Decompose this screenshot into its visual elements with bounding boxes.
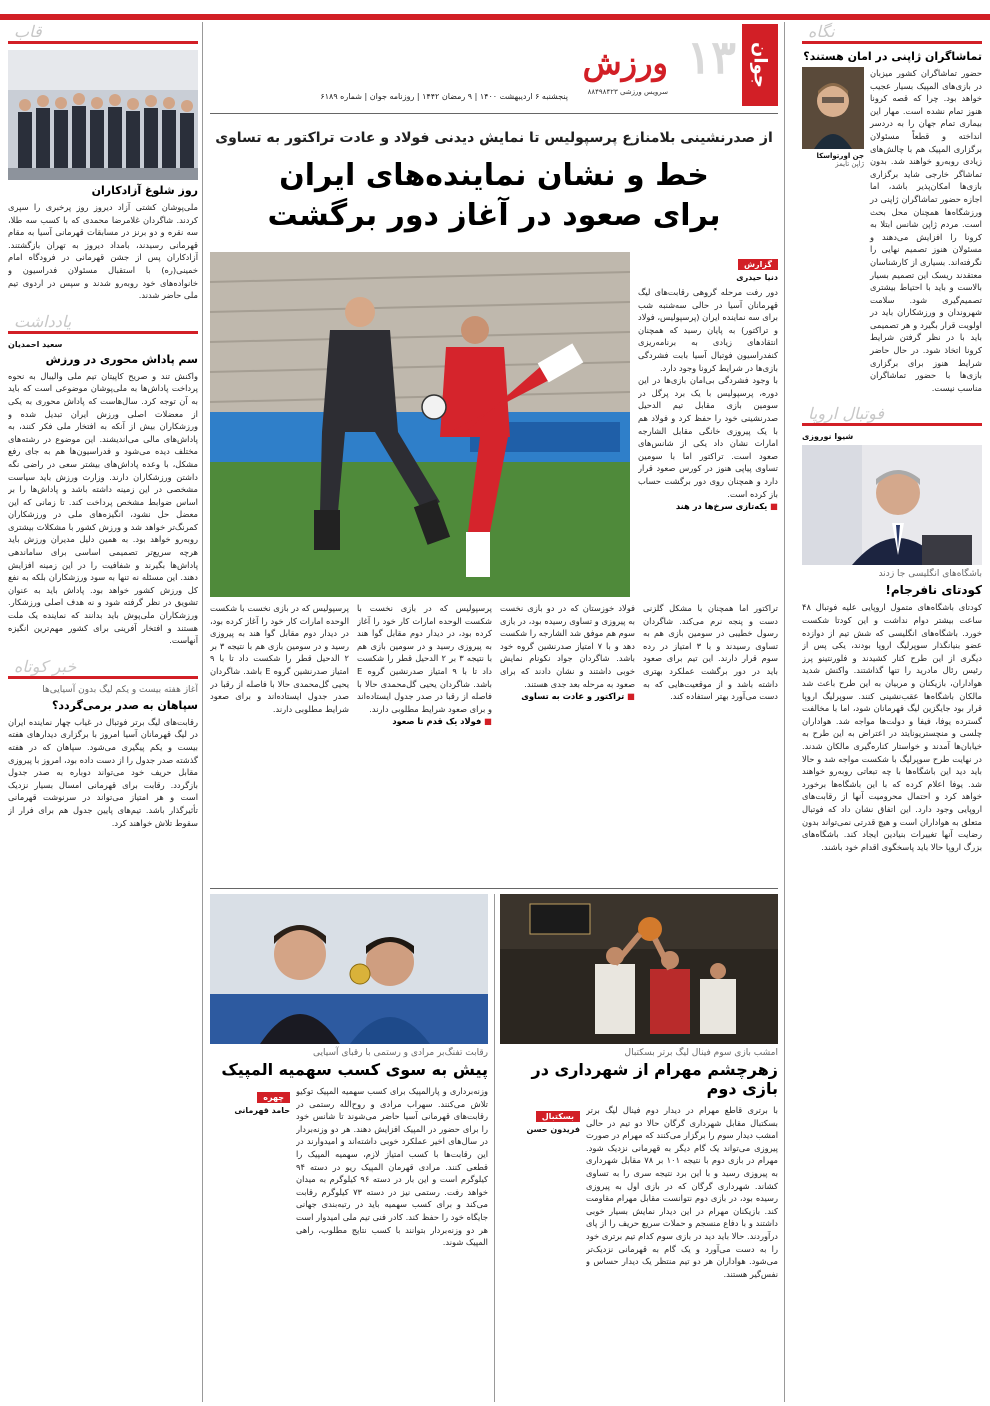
column-divider — [784, 22, 785, 1402]
story-text: با برتری قاطع مهرام در دیدار دوم فینال لیگ برتر بسکتبال مقابل شهرداری گرگان حالا دو تیم در حالی امشب دیدار سوم را برگزار می‌کنند که مهرام در صورت پیروزی می‌تواند یک گام دیگر به قهرمانی نزدیک شود. مهرام در بازی دوم با نتیجه ۱۰۱ بر ۷۸ مقابل شهرداری به پیروزی رسید و با این برد نتیجه سری را به تساوی کشاند. شهرداری گرگان که در بازی اول به پیروزی رسیده بود، در بازی دوم نتوانست مقابل مهرام مقاومت کند. بازیکنان مهرام در این دیدار نمایش بسیار خوبی داشتند و با دفاع منسجم و حملات سریع حریف را از پای درآوردند. حالا باید دید در بازی سوم کدام تیم برتری خود را به دست می‌آورد و یک گام به قهرمانی نزدیک‌تر می‌شود. هواداران هر دو تیم منتظر یک دیدار حساس و نفس‌گیر هستند. — [586, 1105, 778, 1279]
page-number: ۱۳ — [686, 30, 736, 84]
dateline: پنجشنبه ۶ اردیبهشت ۱۴۰۰ | ۹ رمضان ۱۴۴۲ | روزنامه جوان | شماره ۶۱۸۹ — [320, 92, 568, 101]
short-title: سپاهان به صدر برمی‌گردد؟ — [51, 698, 198, 712]
story-kicker: امشب بازی سوم فینال لیگ برتر بسکتبال — [624, 1048, 778, 1058]
main-story-col: پرسپولیس که در بازی نخست با شکست الوحده امارات کار خود را آغاز کرده بود، در دیدار دوم مقابل گوا هند به پیروزی رسید و در سومین بازی هم با نتیجه ۳ بر ۲ الدحیل قطر را شکست داد تا با ۹ امتیاز صدرنشین گروه E باشد. شاگردان یحیی گل‌محمدی حالا با فاصله از رقبا در صدر جدول ایستاده‌اند و برای صعود شرایط مطلوبی دارند. — [210, 603, 349, 714]
subhead: ■ یکه‌تازی سرخ‌ها در هند — [675, 501, 778, 512]
section-tag-ghab: قاب — [8, 22, 198, 44]
story-title: زهرچشم مهرام از شهرداری در بازی دوم — [531, 1060, 778, 1098]
note-title: سم پاداش محوری در ورزش — [45, 352, 198, 366]
main-story-text: دور رفت مرحله گروهی رقابت‌های لیگ قهرمانان آسیا در حالی سه‌شنبه شب برای سه نماینده ایران (پرسپولیس، فولاد و تراکتور) به پایان رسید که همچنان انتقادهای زیادی به برنامه‌ریزی کنفدراسیون فوتبال آسیا بابت فشردگی بازی‌ها در شرایط کرونا وجود دارد. — [638, 287, 778, 373]
byline: حامد قهرمانی — [234, 1106, 290, 1115]
medal-photo — [210, 894, 488, 1044]
perez-photo — [802, 445, 982, 565]
story-text: کودتای باشگاه‌های متمول اروپایی علیه فوتبال ۴۸ ساعت بیشتر دوام نداشت و این کودتا شکست خورد. باشگاه‌های انگلیسی که شش تیم از دوازده عضو بنیانگذار سوپرلیگ اروپا بودند، یکی پس از دیگری از این طرح کنار کشیدند و فلورنتینو پرز رئیس رئال مادرید را تنها گذاشتند. واکنش شدید هواداران، بازیکنان و مربیان به این طرح باعث شد مالکان باشگاه‌ها عقب‌نشینی کنند. سوپرلیگ اروپا قرار بود جایگزین لیگ قهرمانان شود، اما با مخالفت گسترده یوفا، فیفا و دولت‌ها مواجه شد. هواداران چلسی و منچستریونایتد در اعتراض به این طرح به خیابان‌ها آمدند و خواستار کناره‌گیری مالکان شدند. در نهایت طرح سوپرلیگ با شکست مواجه شد و حالا باید دید این باشگاه‌ها با چه تبعاتی روبه‌رو خواهند شد. یوفا اعلام کرده که با این باشگاه‌ها برخورد خواهد کرد و احتمال محرومیت آنها از رقابت‌های اروپایی وجود دارد. این اتفاق نشان داد که فوتبال متعلق به هواداران است و هیچ قدرتی نمی‌تواند بدون رضایت آنها تغییرات بنیادین ایجاد کند. باشگاه‌های بزرگ اروپا حالا باید پاسخگوی اقدام خود باشند. — [802, 602, 982, 852]
main-story-col: تراکتور اما همچنان با مشکل گلزنی دست و پنجه نرم می‌کند. شاگردان رسول خطیبی در سومین بازی هم به تساوی رسیدند و با ۳ امتیاز در رده سوم قرار دارند. این تیم برای صعود باید در دور برگشت عملکرد بهتری داشته باشد و از موقعیت‌هایی که به دست می‌آورد بهتر استفاده کند. — [643, 603, 778, 702]
story-title: پیش به سوی کسب سهمیه المپیک — [221, 1060, 488, 1079]
byline: سعید احمدیان — [8, 339, 63, 349]
story-kicker: باشگاه‌های انگلیسی جا زدند — [878, 569, 982, 580]
main-story-columns — [210, 602, 778, 887]
story-badge: بسکتبال — [536, 1111, 580, 1122]
main-photo — [210, 252, 630, 597]
column-divider — [494, 894, 495, 1402]
subhead: ■ تراکتور و عادت به تساوی — [521, 691, 635, 702]
newspaper-logo: جوان — [742, 24, 778, 106]
service-label: سرویس ورزشی ۸۸۴۹۸۴۲۳ — [587, 88, 668, 96]
main-kicker: از صدرنشینی بلامنازع پرسپولیس تا نمایش دیدنی فولاد و عادت تراکتور به تساوی — [215, 130, 773, 146]
story-kicker: رقابت تفنگ‌بر مرادی و رستمی با رقبای آسیایی — [313, 1048, 488, 1058]
right-column — [802, 22, 982, 1402]
author-name: جن اورتواسکا — [816, 152, 864, 160]
section-tag-short-news: خبر کوتاه — [8, 657, 198, 679]
main-story-col: فولاد خوزستان که در دو بازی نخست به پیروزی و تساوی رسیده بود، در بازی سوم هم موفق شد الشارجه را شکست دهد و با ۷ امتیاز صدرنشین گروه خود باشد. شاگردان جواد نکونام نمایش خوبی داشتند و نشان دادند که برای صعود به مرحله بعد جدی هستند. ■ تراکتور و عادت به تساوی — [500, 603, 635, 702]
story-text: حضور تماشاگران کشور میزبان در بازی‌های المپیک بسیار عجیب خواهد بود. چرا که قصه کرونا هنوز تمام نشده است. مهار این بیماری تمام جهان را به دردسر انداخته و قطعاً مسئولان برگزاری المپیک هم با چالش‌های زیادی روبه‌رو خواهند شد. بدون تماشاگر خارجی شاید برگزاری بازی‌ها امکان‌پذیر باشد، اما اجازه حضور تماشاگران ژاپنی در ورزشگاه‌ها همچنان محل بحث است. مردم ژاپن شانس ابتلا به کرونا را افزایش می‌دهند و مسئولان هنوز تصمیم نهایی را نگرفته‌اند. بسیاری از کارشناسان معتقدند ریسک این تصمیم بسیار بالاست و باید با احتیاط بیشتری تصمیم‌گیری شود. سلامت شهروندان و ورزشکاران باید در اولویت قرار بگیرد و هر تصمیمی باید با در نظر گرفتن شرایط کرونا اتخاذ شود. در حال حاضر شرایط هنوز برای برگزاری بازی‌ها با حضور تماشاگران مناسب نیست. — [870, 68, 982, 393]
subhead: ■ فولاد یک قدم تا صعود — [392, 716, 492, 727]
masthead — [210, 22, 778, 114]
section-tag-negah: نگاه — [802, 22, 982, 44]
short-text: رقابت‌های لیگ برتر فوتبال در غیاب چهار نماینده ایران در لیگ قهرمانان آسیا امروز با برگزاری دیدارهای هفته بیست و یکم پیگیری می‌شود. سپاهان که در هفته گذشته صدر جدول را از دست داده بود، امروز با پیروزی مقابل حریف خود می‌تواند دوباره به صدر جدول بازگردد. رقابت برای قهرمانی امسال بسیار نزدیک است و هر امتیاز می‌تواند در سرنوشت قهرمانی تأثیرگذار باشد. تیم‌های پایین جدول هم برای فرار از سقوط تلاش خواهند کرد. — [8, 716, 198, 828]
author-photo — [802, 67, 864, 149]
center-column — [210, 22, 778, 1402]
section-tag-football-europe: فوتبال اروپا — [802, 404, 982, 426]
main-story-lead — [638, 252, 778, 597]
photo-caption-title: روز شلوغ آزادکاران — [91, 184, 198, 197]
author-source: ژاپن تایمز — [835, 160, 864, 168]
byline: دنیا حیدری — [736, 273, 778, 282]
column-divider — [202, 22, 203, 1402]
report-badge: گزارش — [738, 259, 778, 270]
main-story-col: پرسپولیس که در بازی نخست با شکست الوحده امارات کار خود را آغاز کرده بود، در دیدار دوم مقابل گوا هند به پیروزی رسید و در سومین بازی هم با نتیجه ۳ بر ۲ الدحیل قطر را شکست داد تا با ۹ امتیاز صدرنشین گروه E باشد. شاگردان یحیی گل‌محمدی حالا با فاصله از رقبا در صدر جدول ایستاده‌اند و برای صعود شرایط مطلوبی دارند. ■ فولاد یک قدم تا صعود — [357, 603, 492, 727]
byline: شیوا نوروزی — [802, 432, 854, 442]
section-tag-note: یادداشت — [8, 312, 198, 334]
short-kicker: آغاز هفته بیست و یکم لیگ بدون آسیایی‌ها — [42, 684, 198, 695]
photo-caption-text: ملی‌پوشان کشتی آزاد دیروز روز پرخبری را سپری کردند. شاگردان غلامرضا محمدی که با کسب سه طلا، سه نقره و دو برنز در مسابقات قهرمانی آسیا به مقام قهرمانی رسیدند، بامداد دیروز به تهران بازگشتند. آزادکاران پس از جشن قهرمانی در فرودگاه امام خمینی(ره) با استقبال مسئولان فدراسیون و خانواده‌های خود روبه‌رو شدند و سپس در اردوی تیم ملی حاضر شدند. — [8, 202, 198, 301]
top-red-bar — [0, 14, 990, 20]
story-text: وزنه‌برداری و پارالمپیک برای کسب سهمیه المپیک توکیو تلاش می‌کنند. سهراب مرادی و روح‌الله رستمی در رقابت‌های قهرمانی آسیا حاضر می‌شوند تا شانس خود را برای حضور در المپیک افزایش دهند. هر دو وزنه‌بردار در سال‌های اخیر عملکرد خوبی داشته‌اند و امیدوارند در این رقابت‌ها با کسب امتیاز لازم، سهمیه المپیک را قطعی کنند. مرادی قهرمان المپیک ریو در دسته ۹۴ کیلوگرم است و این بار در دسته ۹۶ کیلوگرم به میدان خواهد رفت. رستمی نیز در دسته ۷۳ کیلوگرم رقابت می‌کند و برای کسب سهمیه باید در رتبه‌بندی جهانی جایگاه خود را حفظ کند. کادر فنی تیم ملی امیدوار است هر دو وزنه‌بردار بتوانند با کسب نتایج مطلوب، راهی المپیک شوند. — [296, 1086, 488, 1248]
left-column — [8, 22, 198, 1402]
section-title: ورزش — [582, 44, 668, 82]
basketball-story — [500, 894, 778, 1402]
story-title: کودتای نافرجام! — [885, 583, 982, 598]
story-badge: چهره — [257, 1092, 290, 1103]
main-headline: خط و نشان نماینده‌های ایران برای صعود در آغاز دور برگشت — [267, 158, 721, 233]
byline: فریدون حسن — [526, 1125, 580, 1134]
divider — [210, 888, 778, 889]
wrestlers-photo — [8, 50, 198, 180]
olympic-story — [210, 894, 488, 1402]
note-text: واکنش تند و صریح کاپیتان تیم ملی والیبال به نحوه پرداخت پاداش‌ها به ملی‌پوشان موضوعی است که باید به آن توجه کرد. سال‌هاست که پاداش محوری به یکی از معضلات اصلی ورزش ایران تبدیل شده و ورزشکاران بیش از آنکه به افتخار ملی فکر کنند، به پاداش‌های مالی می‌اندیشند. این موضوع در رشته‌های مختلف دیده می‌شود و فدراسیون‌ها هم به جای رفع مشکل، با وعده پاداش‌های بیشتر سعی در راضی نگه داشتن ورزشکاران دارند. وزارت ورزش باید سیاست مشخصی در این زمینه داشته باشد و پاداش‌ها را بر اساس ضوابط مشخص پرداخت کند. تا زمانی که این معضل حل نشود، انگیزه‌های ملی در ورزشکاران کمرنگ‌تر خواهد شد و ورزش کشور با مشکلات بیشتری روبه‌رو خواهد بود. به همین دلیل مدیران ورزش باید هرچه سریع‌تر تصمیمی اساسی برای ساماندهی پاداش‌ها بگیرند و شفافیت را در این زمینه افزایش دهند. این مسئله نه تنها به سود ورزشکاران بلکه به نفع کل ورزش کشور خواهد بود. پاداش باید به عنوان تشویق در نظر گرفته شود و نه هدف اصلی ورزشکار. ورزشکاران ملی‌پوش باید بدانند که نماینده یک ملت هستند و افتخار آفرینی برای کشور مهم‌ترین انگیزه آنهاست. — [8, 370, 198, 646]
story-title: تماشاگران ژاپنی در امان هستند؟ — [803, 50, 982, 63]
basketball-photo — [500, 894, 778, 1044]
main-story-text: با وجود فشردگی بی‌امان بازی‌ها در این دوره، پرسپولیس با یک برد پرگل در سومین بازی مقابل تیم الدحیل صدرنشینی خود را حفظ کرد و فولاد هم با یک پیروزی خانگی مقابل الشارجه امارات نشان داد یکی از شانس‌های صعود است. تراکتور اما با سومین تساوی پیاپی هنوز در کورس صعود قرار دارد و همچنان روی دور برگشت حساب باز کرده است. — [638, 375, 778, 499]
